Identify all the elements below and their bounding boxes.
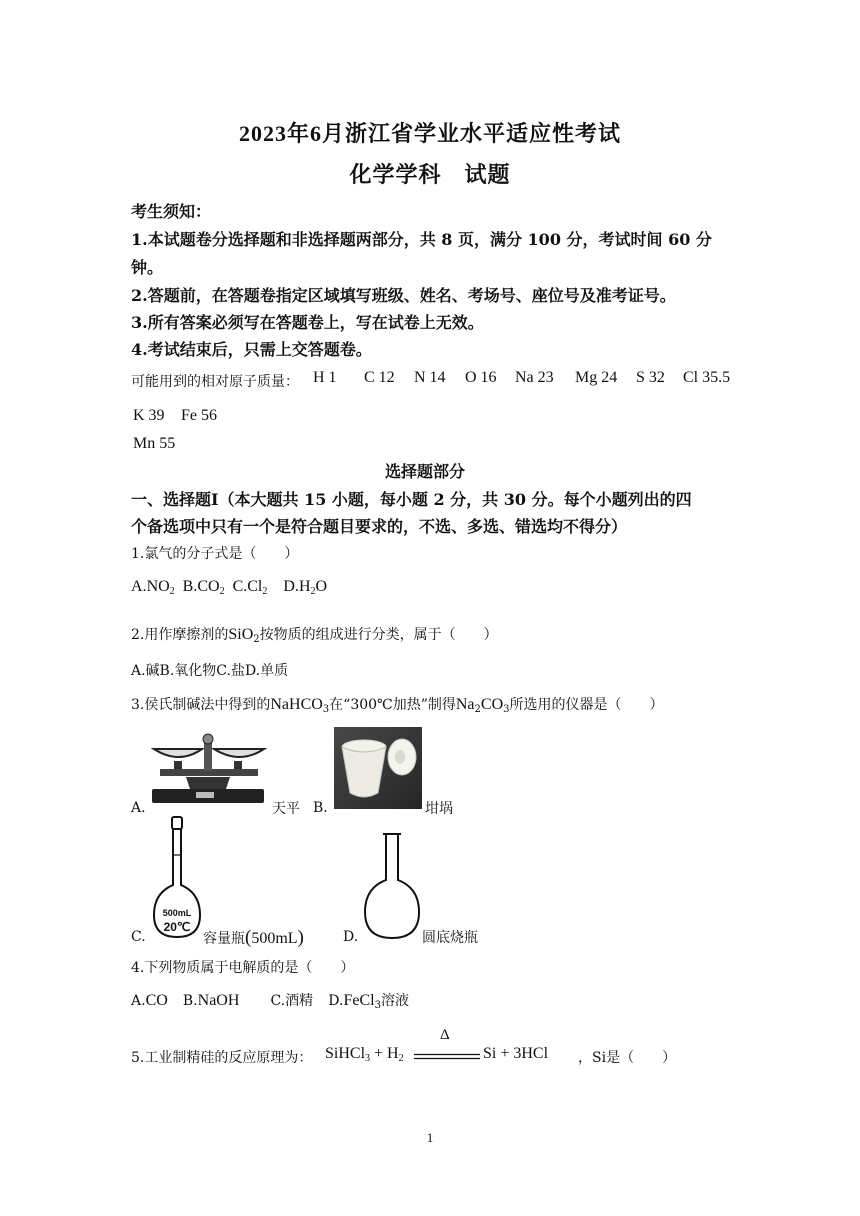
- q1-option-d: $D.H_2O$: [283, 578, 328, 597]
- q5-reaction-double-line: [414, 1053, 480, 1061]
- q3-option-a-name: 天平: [272, 801, 300, 817]
- atomic-mass-na: Na 23: [515, 369, 554, 386]
- q4-stem: 4.下列物质属于电解质的是（ ）: [131, 960, 355, 976]
- flask-volume-marking: 500mL: [162, 908, 192, 918]
- atomic-mass-mn: Mn 55: [133, 435, 176, 452]
- section-title: 选择题部分: [385, 462, 466, 481]
- q4-option-a-label: A.: [131, 993, 146, 1009]
- q1-stem: 1.氯气的分子式是（ ）: [131, 546, 299, 562]
- q5-reactants: SiHCl$_3$ + $H_2$: [325, 1045, 404, 1064]
- q5-products: Si + 3HCl: [483, 1045, 549, 1062]
- q3-option-c-name: 容量瓶(500mL): [203, 927, 304, 948]
- q4-options: [131, 990, 409, 1011]
- flask-temperature-marking: 20℃: [163, 920, 191, 934]
- notice-item-1: 1.本试题卷分选择题和非选择题两部分，共 8 页，满分 100 分，考试时间 60 分: [131, 230, 712, 249]
- q3-option-b-name: 坩埚: [425, 801, 453, 817]
- q3-option-d-name: 圆底烧瓶: [422, 930, 478, 946]
- q4-option-d-label: D.: [328, 993, 344, 1009]
- exam-title: 2023年6月浙江省学业水平适应性考试: [238, 121, 621, 146]
- q2-stem: 2.用作摩擦剂的SiO$_2$按物质的组成进行分类，属于（ ）: [131, 626, 498, 645]
- notice-item-1-cont: 钟。: [131, 258, 164, 277]
- atomic-mass-label: 可能用到的相对原子质量：: [131, 374, 299, 390]
- q4-option-d: FeCl$_3$溶液: [343, 992, 409, 1011]
- notice-item-4: 4.考试结束后，只需上交答题卷。: [131, 340, 372, 359]
- q4-option-c: 酒精: [285, 993, 314, 1009]
- exam-subtitle: 化学学科 试题: [349, 162, 511, 187]
- q1-option-b: $B.CO_2$: [182, 578, 225, 597]
- q4-option-a: CO: [145, 992, 168, 1009]
- q4-option-c-label: C.: [270, 993, 286, 1009]
- q4-option-b: NaOH: [197, 992, 240, 1009]
- notice-item-3: 3.所有答案必须写在答题卷上，写在试卷上无效。: [131, 313, 484, 332]
- atomic-mass-cl: Cl 35.5: [683, 369, 731, 386]
- round-bottom-flask-image: [362, 832, 422, 942]
- atomic-mass-s: S 32: [636, 369, 665, 386]
- q3-option-d-label: D.: [343, 929, 359, 945]
- q1-options: [131, 578, 327, 597]
- notice-heading: 考生须知：: [131, 202, 212, 221]
- page-number: 1: [426, 1130, 434, 1145]
- atomic-mass-fe: Fe 56: [181, 407, 217, 424]
- q3-option-a-label: A.: [131, 800, 146, 816]
- atomic-mass-h: H 1: [313, 369, 337, 386]
- notice-item-2: 2.答题前，在答题卷指定区域填写班级、姓名、考场号、座位号及准考证号。: [131, 286, 676, 305]
- atomic-mass-mg: Mg 24: [575, 369, 618, 386]
- q5-heat-condition: Δ: [440, 1027, 450, 1043]
- q3-option-c-label: C.: [131, 929, 146, 945]
- balance-scale-image: [146, 727, 270, 813]
- atomic-mass-o: O 16: [465, 369, 497, 386]
- section-instructions-cont: 个备选项中只有一个是符合题目要求的，不选、多选、错选均不得分）: [131, 517, 628, 536]
- q5-suffix: ，Si是（ ）: [578, 1050, 677, 1066]
- atomic-mass-c: C 12: [364, 369, 395, 386]
- volumetric-flask-image: [150, 815, 204, 943]
- crucible-image: [334, 727, 422, 809]
- q5-prefix: 5.工业制精硅的反应原理为：: [131, 1050, 313, 1066]
- atomic-mass-k: K 39: [133, 407, 165, 424]
- q4-option-b-label: B.: [182, 993, 198, 1009]
- atomic-mass-n: N 14: [414, 369, 446, 386]
- q3-option-b-label: B.: [313, 800, 328, 816]
- q3-stem: 3.侯氏制碱法中得到的NaHCO$_3$在“300℃加热”制得$Na_2CO_3$所选用的仪器是（ ）: [131, 696, 664, 715]
- q1-option-a: $A.NO_2$: [131, 578, 175, 597]
- q1-option-c: $C.Cl_2$: [232, 578, 268, 597]
- q2-options: A.碱B.氧化物C.盐D.单质: [131, 663, 289, 679]
- section-instructions: 一、选择题Ⅰ（本大题共 15 小题，每小题 2 分，共 30 分。每个小题列出的四: [131, 490, 692, 509]
